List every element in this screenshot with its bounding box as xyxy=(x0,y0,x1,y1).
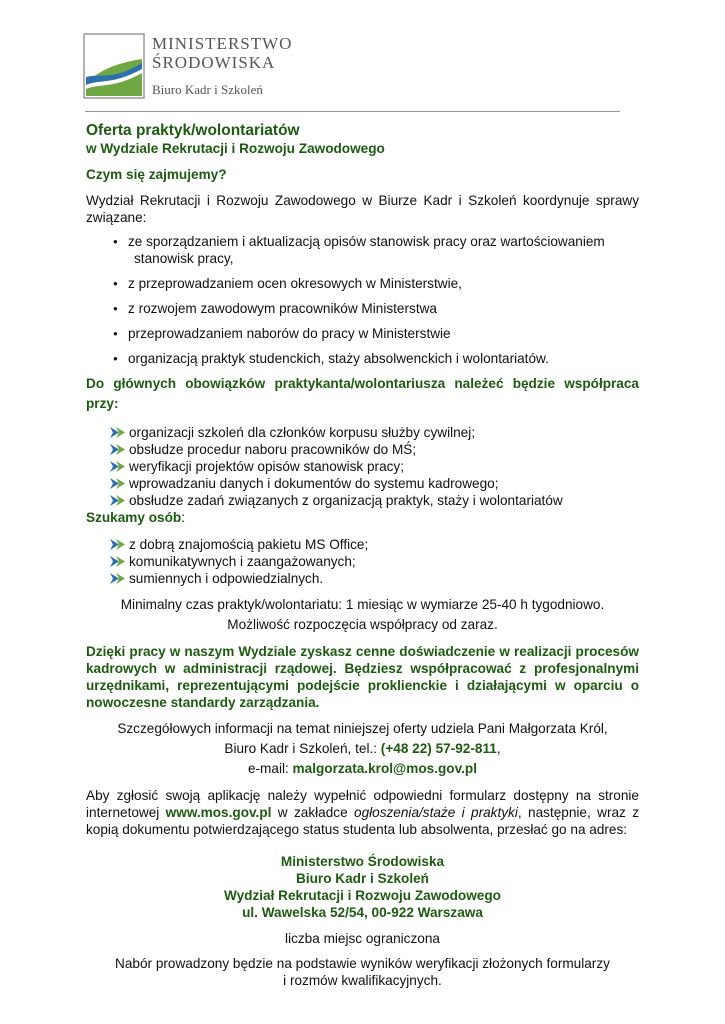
footer-line-2: i rozmów kwalifikacyjnych. xyxy=(283,973,442,988)
list-item xyxy=(86,553,639,570)
arrow-bullet-icon xyxy=(110,573,126,584)
address-block xyxy=(86,853,639,921)
about-heading: Czym się zajmujemy? xyxy=(86,167,227,182)
list-item xyxy=(86,441,639,458)
website-link[interactable]: www.mos.gov.pl xyxy=(165,805,272,820)
address-line-4: ul. Wawelska 52/54, 00-922 Warszawa xyxy=(242,905,483,920)
document-body xyxy=(86,121,639,989)
about-intro: Wydział Rekrutacji i Rozwoju Zawodowego w Biurze Kadr i Szkoleń koordynuje sprawy związane: xyxy=(86,193,639,225)
apply-paragraph xyxy=(86,787,639,838)
list-item: ● organizacją praktyk studenckich, staży absolwenckich i wolontariatów. xyxy=(86,350,639,367)
logo-line-1: MINISTERSTWO xyxy=(152,34,293,53)
list-item-text: ze sporządzaniem i aktualizacją opisów stanowisk pracy oraz wartościowaniem xyxy=(128,234,605,249)
address-line-1: Ministerstwo Środowiska xyxy=(280,854,445,869)
list-item-text: wprowadzaniu danych i dokumentów do systemu kadrowego; xyxy=(129,476,499,491)
list-item-text: obsłudze procedur naboru pracowników do MŚ; xyxy=(129,442,417,457)
list-item xyxy=(86,475,639,492)
contact-prefix: Biuro Kadr i Szkoleń, tel.: xyxy=(224,741,381,756)
list-item: ● z rozwojem zawodowym pracowników Ministerstwa xyxy=(86,300,639,317)
apply-text-3: , następnie, wraz z kopią dokumentu potwierdzającego status studenta lub absolwenta, przesłać go na adres: xyxy=(86,805,639,837)
arrow-bullet-icon xyxy=(110,461,126,472)
page-title: Oferta praktyk/wolontariatów xyxy=(86,122,300,139)
list-item xyxy=(86,424,639,441)
arrow-bullet-icon xyxy=(110,556,126,567)
list-item xyxy=(86,458,639,475)
contact-line-1: Szczegółowych informacji na temat niniejszej oferty udziela Pani Małgorzata Król, xyxy=(117,721,608,736)
list-item: ● przeprowadzaniem naborów do pracy w Ministerstwie xyxy=(86,325,639,342)
footer-line-1: Nabór prowadzony będzie na podstawie wyników weryfikacji złożonych formularzy xyxy=(115,956,610,971)
address-line-3: Wydział Rekrutacji i Rozwoju Zawodowego xyxy=(224,888,501,903)
apply-tab-name: ogłoszenia/staże i praktyki xyxy=(354,805,518,820)
contact-line-2 xyxy=(86,739,639,759)
arrow-bullet-icon xyxy=(110,444,126,455)
arrow-bullet-icon xyxy=(110,478,126,489)
list-item-text: organizacji szkoleń dla członków korpusu służby cywilnej; xyxy=(129,425,476,440)
limited-places: liczba miejsc ograniczona xyxy=(285,931,440,946)
contact-suffix: , xyxy=(496,741,501,756)
arrow-bullet-icon xyxy=(110,539,126,550)
list-item-text: weryfikacji projektów opisów stanowisk pracy; xyxy=(129,459,404,474)
logo-subtitle: Biuro Kadr i Szkoleń xyxy=(152,82,263,97)
list-item xyxy=(86,492,639,509)
list-item-continuation: stanowisk pracy, xyxy=(134,251,234,266)
seeking-heading-text: Szukamy osób xyxy=(86,510,182,525)
terms-line-1: Minimalny czas praktyk/wolontariatu: 1 miesiąc w wymiarze 25-40 h tygodniowo. xyxy=(120,597,605,612)
seeking-list xyxy=(86,536,639,587)
arrow-bullet-icon xyxy=(110,495,126,506)
address-line-2: Biuro Kadr i Szkoleń xyxy=(296,871,429,886)
ministry-logo xyxy=(83,30,323,105)
list-item xyxy=(86,536,639,553)
list-item-text: sumiennych i odpowiedzialnych. xyxy=(129,571,324,586)
header-divider xyxy=(85,111,620,112)
contact-email-link[interactable]: malgorzata.krol@mos.gov.pl xyxy=(292,761,478,776)
arrow-bullet-icon xyxy=(110,427,126,438)
logo-line-2: ŚRODOWISKA xyxy=(152,53,276,72)
list-item-text: obsłudze zadań związanych z organizacją praktyk, staży i wolontariatów xyxy=(129,493,563,508)
duties-list xyxy=(86,424,639,509)
terms-line-2: Możliwość rozpoczęcia współpracy od zaraz. xyxy=(227,617,498,632)
benefits-paragraph: Dzięki pracy w naszym Wydziale zyskasz cenne doświadczenie w realizacji procesów kadrowych w administracji rządowej. Będziesz współpracować z profesjonalnymi urzędnikami, reprezentującymi podejście proklienckie i działającymi w oparciu o nowoczesne standardy zarządzania. xyxy=(86,644,639,710)
ministry-emblem-icon xyxy=(83,33,145,99)
list-item xyxy=(86,570,639,587)
seeking-heading xyxy=(86,509,639,526)
apply-text-1: Aby zgłosić swoją aplikację należy wypełnić odpowiedni formularz dostępny na stronie internetowej xyxy=(86,788,639,820)
list-item-text: komunikatywnych i zaangażowanych; xyxy=(129,554,356,569)
seeking-colon: : xyxy=(181,510,185,525)
list-item xyxy=(86,233,639,267)
apply-text-2: w zakładce xyxy=(271,805,355,820)
email-prefix: e-mail: xyxy=(247,761,293,776)
list-item-text: z dobrą znajomością pakietu MS Office; xyxy=(129,537,369,552)
about-list xyxy=(86,233,639,367)
page-subtitle: w Wydziale Rekrutacji i Rozwoju Zawodowego xyxy=(86,141,385,156)
contact-phone: (+48 22) 57-92-811 xyxy=(380,741,497,756)
list-item: ● z przeprowadzaniem ocen okresowych w Ministerstwie, xyxy=(86,275,639,292)
duties-heading: Do głównych obowiązków praktykanta/wolontariusza należeć będzie współpraca przy: xyxy=(86,376,639,411)
contact-line-3 xyxy=(86,759,639,779)
